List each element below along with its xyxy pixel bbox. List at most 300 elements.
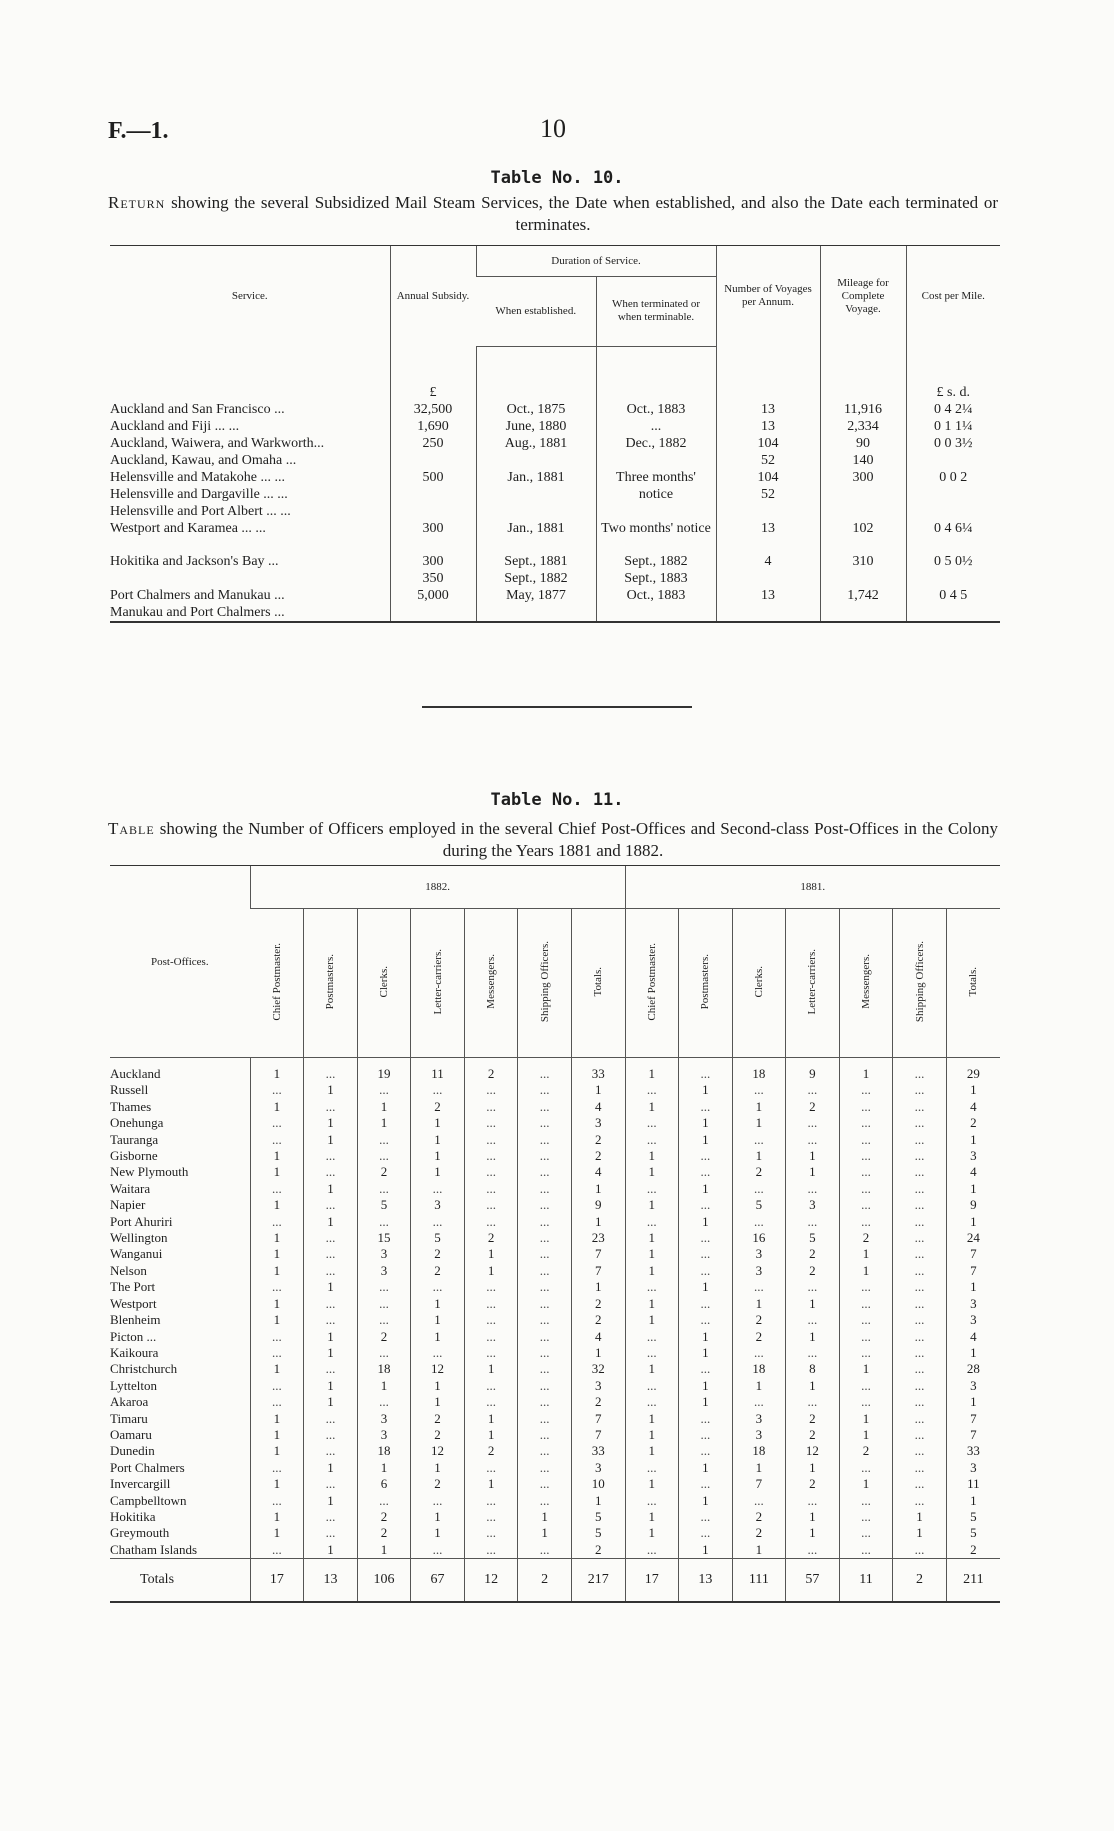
officer-count: 5 (732, 1197, 786, 1213)
officer-count: 2 (732, 1329, 786, 1345)
officer-count: 2 (571, 1394, 625, 1410)
officer-count: 5 (571, 1509, 625, 1525)
officer-count: ... (357, 1345, 411, 1361)
officer-count: 4 (946, 1099, 1000, 1115)
officer-count: 4 (946, 1329, 1000, 1345)
post-office-name: Christchurch (110, 1361, 178, 1377)
post-office-name: Dunedin (110, 1443, 155, 1459)
officer-count: ... (893, 1411, 947, 1427)
officer-count: ... (839, 1296, 893, 1312)
officer-count: ... (893, 1132, 947, 1148)
officer-count: ... (839, 1115, 893, 1131)
officer-count: 1 (839, 1263, 893, 1279)
officer-count: 1 (464, 1361, 518, 1377)
totals-value: 2 (893, 1559, 947, 1603)
table10-units-service (110, 346, 390, 401)
officer-count: ... (893, 1345, 947, 1361)
officer-count: ... (786, 1345, 840, 1361)
officer-count: 1 (625, 1099, 679, 1115)
officer-count: ... (357, 1148, 411, 1164)
officer-count: ... (357, 1214, 411, 1230)
officer-count: ... (893, 1099, 947, 1115)
officer-count: ... (411, 1214, 465, 1230)
post-office-name: Timaru (110, 1410, 148, 1426)
officer-count: 1 (411, 1148, 465, 1164)
officer-count: 1 (786, 1296, 840, 1312)
table11-row (110, 1394, 1000, 1410)
totals-value: 111 (732, 1559, 786, 1603)
officer-count: 7 (732, 1476, 786, 1492)
post-office-name: Port Ahuriri (110, 1213, 173, 1229)
post-office-name: Blenheim (110, 1312, 161, 1328)
officer-count: 1 (464, 1246, 518, 1262)
officer-count: ... (518, 1132, 572, 1148)
table10-row (110, 401, 1000, 418)
table10-cell-subsidy: 1,690 (390, 418, 476, 435)
table10-cell-voyages: 13 (716, 418, 820, 435)
officer-count: ... (625, 1279, 679, 1295)
table10-cell-subsidy: 300 350 (390, 543, 476, 587)
officer-count: ... (679, 1148, 733, 1164)
officer-count: 1 (304, 1542, 358, 1559)
table11-row (110, 1132, 1000, 1148)
officer-count: 1 (304, 1460, 358, 1476)
officer-count: 1 (357, 1542, 411, 1559)
table10-cell-service: Auckland and San Francisco ... (110, 402, 285, 417)
officer-count: 3 (946, 1378, 1000, 1394)
officer-count: 18 (732, 1058, 786, 1083)
officer-count: 1 (625, 1427, 679, 1443)
t11-col-cols_b-6 (946, 909, 1000, 1058)
officer-count: 1 (304, 1378, 358, 1394)
officer-count: ... (357, 1181, 411, 1197)
officer-count: ... (464, 1329, 518, 1345)
officer-count: 1 (250, 1148, 304, 1164)
totals-value: 217 (571, 1559, 625, 1603)
officer-count: ... (304, 1263, 358, 1279)
officer-count: 2 (946, 1542, 1000, 1559)
officer-count: ... (464, 1542, 518, 1559)
officer-count: 1 (304, 1279, 358, 1295)
officer-count: ... (625, 1115, 679, 1131)
officer-count: ... (679, 1411, 733, 1427)
officer-count: ... (893, 1082, 947, 1098)
officer-count: 1 (893, 1525, 947, 1541)
post-office-name: Wellington (110, 1230, 168, 1246)
officer-count: ... (518, 1411, 572, 1427)
officer-count: ... (786, 1214, 840, 1230)
table10-cell-cost: 0 1 1¼ (906, 418, 1000, 435)
officer-count: 1 (571, 1279, 625, 1295)
officer-count: ... (786, 1181, 840, 1197)
officer-count: ... (518, 1148, 572, 1164)
officer-count: 2 (571, 1542, 625, 1559)
officer-count: 1 (411, 1378, 465, 1394)
officer-count: ... (839, 1525, 893, 1541)
officer-count: 2 (464, 1230, 518, 1246)
officer-count: ... (786, 1115, 840, 1131)
officer-count: ... (357, 1394, 411, 1410)
t11-col-cols_a-1 (304, 909, 358, 1058)
officer-count: 28 (946, 1361, 1000, 1377)
officer-count: ... (786, 1279, 840, 1295)
officer-count: ... (518, 1493, 572, 1509)
officer-count: ... (893, 1296, 947, 1312)
officer-count: ... (304, 1476, 358, 1492)
officer-count: ... (250, 1329, 304, 1345)
table11-row (110, 1082, 1000, 1098)
officer-count: ... (679, 1361, 733, 1377)
page-number: 10 (540, 114, 566, 143)
officer-count: 1 (625, 1361, 679, 1377)
officer-count: 1 (946, 1394, 1000, 1410)
post-office-name: Auckland (110, 1066, 161, 1081)
officer-count: ... (518, 1361, 572, 1377)
table11-row (110, 1214, 1000, 1230)
table10-cell-terminated: Oct., 1883 (596, 587, 716, 622)
officer-count: 1 (625, 1148, 679, 1164)
officer-count: ... (679, 1312, 733, 1328)
officer-count: 2 (732, 1509, 786, 1525)
officer-count: 11 (946, 1476, 1000, 1492)
table10-cell-voyages: 104 52 (716, 435, 820, 469)
officer-count: ... (518, 1378, 572, 1394)
officer-count: 2 (464, 1443, 518, 1459)
officer-count: ... (464, 1214, 518, 1230)
table10-cell-mileage: 90 140 (820, 435, 906, 469)
officer-count: ... (464, 1312, 518, 1328)
table11-row (110, 1058, 1000, 1083)
post-office-name: Russell (110, 1082, 149, 1098)
officer-count: 19 (357, 1058, 411, 1083)
officer-count: 2 (946, 1115, 1000, 1131)
table10-row (110, 587, 1000, 622)
officer-count: 1 (250, 1296, 304, 1312)
officer-count: 3 (732, 1263, 786, 1279)
officer-count: ... (893, 1493, 947, 1509)
table10-cell-subsidy: 300 (390, 520, 476, 543)
totals-value: 17 (250, 1559, 304, 1603)
officer-count: ... (464, 1394, 518, 1410)
officer-count: ... (839, 1493, 893, 1509)
officer-count: 5 (571, 1525, 625, 1541)
officer-count: 2 (411, 1263, 465, 1279)
officer-count: 5 (786, 1230, 840, 1246)
officer-count: 2 (786, 1411, 840, 1427)
officer-count: 1 (250, 1509, 304, 1525)
officer-count: 1 (679, 1279, 733, 1295)
officer-count: 2 (786, 1427, 840, 1443)
officer-count: 1 (304, 1181, 358, 1197)
officer-count: ... (411, 1082, 465, 1098)
officer-count: 1 (518, 1525, 572, 1541)
officer-count: 1 (625, 1411, 679, 1427)
col-service: Service. (110, 246, 390, 347)
officer-count: ... (893, 1246, 947, 1262)
officer-count: ... (304, 1443, 358, 1459)
t11-col-cols_a-0 (250, 909, 304, 1058)
officer-count: 9 (786, 1058, 840, 1083)
post-office-name: Tauranga (110, 1131, 159, 1147)
officer-count: 1 (679, 1214, 733, 1230)
post-office-name: Wanganui (110, 1246, 163, 1262)
officer-count: ... (304, 1099, 358, 1115)
officer-count: 2 (571, 1148, 625, 1164)
officer-count: 3 (357, 1263, 411, 1279)
officer-count: 4 (571, 1329, 625, 1345)
table10-cell-voyages: 4 (716, 543, 820, 587)
officer-count: ... (893, 1197, 947, 1213)
totals-value: 13 (304, 1559, 358, 1603)
officer-count: 2 (411, 1427, 465, 1443)
officer-count: 1 (679, 1181, 733, 1197)
table11-row (110, 1460, 1000, 1476)
officer-count: ... (304, 1058, 358, 1083)
totals-value: 13 (679, 1559, 733, 1603)
officer-count: ... (518, 1230, 572, 1246)
officer-count: 9 (946, 1197, 1000, 1213)
officer-count: 9 (571, 1197, 625, 1213)
officer-count: 3 (946, 1312, 1000, 1328)
officer-count: ... (893, 1263, 947, 1279)
officer-count: ... (304, 1296, 358, 1312)
officer-count: ... (786, 1493, 840, 1509)
t11-col-cols_b-5 (893, 909, 947, 1058)
officer-count: 1 (679, 1460, 733, 1476)
officer-count: ... (357, 1296, 411, 1312)
officer-count: ... (250, 1279, 304, 1295)
officer-count: 7 (571, 1411, 625, 1427)
table10-units-terminated (596, 346, 716, 401)
post-office-name: Thames (110, 1098, 152, 1114)
t11-col-cols_b-1 (679, 909, 733, 1058)
officer-count: ... (893, 1164, 947, 1180)
officer-count: 1 (625, 1476, 679, 1492)
officer-count: 1 (786, 1164, 840, 1180)
officer-count: 2 (357, 1509, 411, 1525)
officer-count: ... (250, 1542, 304, 1559)
officer-count: 1 (732, 1296, 786, 1312)
officer-count: 1 (839, 1361, 893, 1377)
table10-cell-mileage: 11,916 (820, 401, 906, 418)
t11-col-label: Letter-carriers. (431, 948, 444, 1015)
officer-count: 1 (250, 1099, 304, 1115)
table11-row (110, 1361, 1000, 1377)
officer-count: 1 (946, 1279, 1000, 1295)
officer-count: 2 (571, 1296, 625, 1312)
officer-count: ... (732, 1394, 786, 1410)
post-office-name: Chatham Islands (110, 1541, 198, 1557)
year-1882: 1882. (250, 866, 625, 909)
table11-row (110, 1263, 1000, 1279)
officer-count: 3 (571, 1460, 625, 1476)
t11-col-label: Postmasters. (324, 953, 337, 1010)
officer-count: 7 (946, 1246, 1000, 1262)
table11-caption-lead: Table (108, 819, 155, 838)
officer-count: ... (625, 1460, 679, 1476)
officer-count: 1 (571, 1214, 625, 1230)
officer-count: 1 (304, 1394, 358, 1410)
officer-count: 1 (250, 1263, 304, 1279)
officer-count: 1 (786, 1148, 840, 1164)
officer-count: ... (732, 1493, 786, 1509)
officer-count: 1 (839, 1476, 893, 1492)
post-office-name: Oamaru (110, 1426, 152, 1442)
officer-count: 4 (946, 1164, 1000, 1180)
officer-count: 1 (357, 1378, 411, 1394)
table11-caption-text: showing the Number of Officers employed in the several Chief Post-Offices and Second-class Post-Offices in the Colony during the Years 1881 and 1882. (159, 819, 998, 860)
officer-count: ... (893, 1476, 947, 1492)
table11-row (110, 1197, 1000, 1213)
officer-count: 3 (411, 1197, 465, 1213)
officer-count: 1 (839, 1427, 893, 1443)
officer-count: 1 (250, 1197, 304, 1213)
officer-count: 1 (304, 1214, 358, 1230)
post-office-name: Napier (110, 1197, 146, 1213)
table10-cell-cost: 0 4 6¼ (906, 520, 1000, 543)
col-established: When established. (476, 277, 596, 346)
officer-count: ... (464, 1378, 518, 1394)
officer-count: 1 (250, 1164, 304, 1180)
officer-count: ... (518, 1164, 572, 1180)
officer-count: 2 (732, 1164, 786, 1180)
officer-count: ... (839, 1329, 893, 1345)
officer-count: 1 (411, 1296, 465, 1312)
officer-count: 3 (571, 1378, 625, 1394)
officer-count: 7 (946, 1427, 1000, 1443)
officer-count: 1 (304, 1082, 358, 1098)
officer-count: 1 (304, 1493, 358, 1509)
officer-count: ... (893, 1058, 947, 1083)
officer-count: ... (518, 1058, 572, 1083)
officer-count: 12 (786, 1443, 840, 1459)
officer-count: 2 (357, 1525, 411, 1541)
officer-count: ... (250, 1082, 304, 1098)
officer-count: ... (679, 1525, 733, 1541)
table10-cell-service: Auckland, Waiwera, and Warkworth... Auckland, Kawau, and Omaha ... (110, 436, 325, 468)
officer-count: ... (786, 1132, 840, 1148)
officer-count: ... (250, 1181, 304, 1197)
officer-count: 16 (732, 1230, 786, 1246)
officer-count: 1 (250, 1312, 304, 1328)
officer-count: 1 (946, 1345, 1000, 1361)
table10-row (110, 543, 1000, 587)
table10-cell-mileage: 310 (820, 543, 906, 587)
post-office-name: The Port (110, 1279, 156, 1295)
officer-count: 1 (625, 1263, 679, 1279)
officer-count: ... (464, 1296, 518, 1312)
officer-count: 3 (946, 1296, 1000, 1312)
officer-count: 1 (679, 1115, 733, 1131)
officer-count: 1 (250, 1411, 304, 1427)
totals-value: 17 (625, 1559, 679, 1603)
officer-count: ... (893, 1312, 947, 1328)
t11-col-cols_b-4 (839, 909, 893, 1058)
officer-count: ... (625, 1542, 679, 1559)
officer-count: ... (893, 1279, 947, 1295)
table10-cell-terminated: Oct., 1883 (596, 401, 716, 418)
officer-count: 1 (786, 1378, 840, 1394)
table10-cell-subsidy: 500 (390, 469, 476, 520)
officer-count: 7 (571, 1263, 625, 1279)
officer-count: ... (518, 1279, 572, 1295)
officer-count: 1 (357, 1115, 411, 1131)
officer-count: 2 (786, 1246, 840, 1262)
table10 (110, 245, 1000, 623)
officer-count: ... (893, 1361, 947, 1377)
officer-count: 1 (411, 1312, 465, 1328)
officer-count: 3 (357, 1246, 411, 1262)
table11-row (110, 1493, 1000, 1509)
officer-count: ... (679, 1263, 733, 1279)
officer-count: 1 (679, 1345, 733, 1361)
officer-count: 1 (250, 1246, 304, 1262)
officer-count: 3 (357, 1411, 411, 1427)
officer-count: 1 (411, 1132, 465, 1148)
officer-count: ... (250, 1394, 304, 1410)
officer-count: 5 (946, 1509, 1000, 1525)
officer-count: 2 (411, 1099, 465, 1115)
officer-count: ... (893, 1329, 947, 1345)
table10-cell-established: Aug., 1881 (476, 435, 596, 469)
officer-count: 3 (571, 1115, 625, 1131)
officer-count: 1 (518, 1509, 572, 1525)
officer-count: 2 (571, 1312, 625, 1328)
officer-count: ... (839, 1197, 893, 1213)
table10-cell-voyages: 13 (716, 587, 820, 622)
officer-count: ... (839, 1214, 893, 1230)
officer-count: 1 (786, 1509, 840, 1525)
officer-count: ... (411, 1181, 465, 1197)
table10-cell-established: Oct., 1875 (476, 401, 596, 418)
officer-count: 1 (839, 1058, 893, 1083)
officer-count: ... (464, 1493, 518, 1509)
officer-count: ... (625, 1214, 679, 1230)
officer-count: 2 (357, 1164, 411, 1180)
officer-count: 1 (625, 1312, 679, 1328)
officer-count: 2 (786, 1476, 840, 1492)
post-office-name: Kaikoura (110, 1344, 159, 1360)
table11-row (110, 1427, 1000, 1443)
officer-count: ... (518, 1099, 572, 1115)
t11-col-cols_a-6 (571, 909, 625, 1058)
officer-count: 1 (411, 1394, 465, 1410)
officer-count: 1 (464, 1263, 518, 1279)
table10-cell-established: June, 1880 (476, 418, 596, 435)
officer-count: 1 (625, 1509, 679, 1525)
officer-count: ... (893, 1460, 947, 1476)
post-office-name: Greymouth (110, 1525, 170, 1541)
officer-count: 11 (411, 1058, 465, 1083)
officer-count: ... (464, 1525, 518, 1541)
table11-row (110, 1296, 1000, 1312)
officer-count: ... (839, 1345, 893, 1361)
table10-cell-terminated: Sept., 1882 Sept., 1883 (596, 543, 716, 587)
officer-count: 3 (946, 1148, 1000, 1164)
officer-count: ... (839, 1378, 893, 1394)
officer-count: ... (304, 1509, 358, 1525)
table11-row (110, 1378, 1000, 1394)
officer-count: ... (518, 1214, 572, 1230)
officer-count: ... (893, 1542, 947, 1559)
col-terminated: When terminated or when terminable. (596, 277, 716, 346)
officer-count: 1 (946, 1214, 1000, 1230)
officer-count: ... (679, 1427, 733, 1443)
officer-count: 2 (786, 1263, 840, 1279)
officer-count: ... (304, 1148, 358, 1164)
officer-count: 1 (946, 1493, 1000, 1509)
table10-units-row (110, 346, 1000, 401)
